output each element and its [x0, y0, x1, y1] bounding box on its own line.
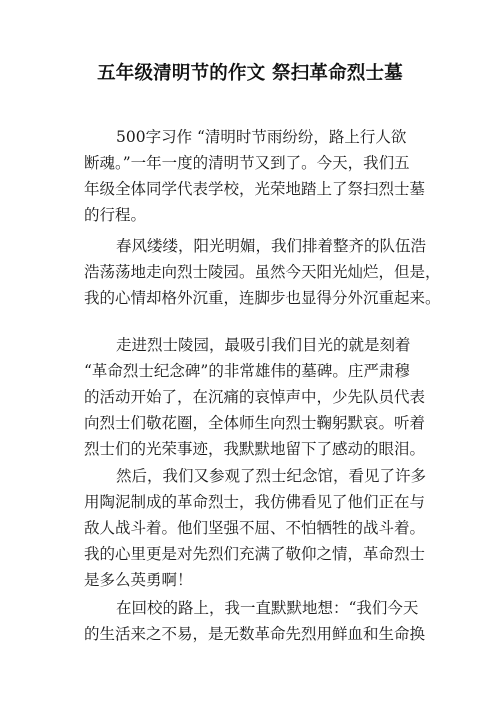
paragraph-line: 的活动开始了，在沉痛的哀悼声中，少先队员代表: [84, 388, 426, 406]
paragraph-line: 向烈士们敬花圈，全体师生向烈士鞠躬默哀。听着: [84, 414, 426, 432]
page-title: 五年级清明节的作文 祭扫革命烈士墓: [97, 63, 403, 84]
paragraph-line: 我的心情却格外沉重，连脚步也显得分外沉重起来。: [84, 289, 441, 307]
paragraph-line: 浩荡荡地走向烈士陵园。虽然今天阳光灿烂，但是，: [84, 263, 441, 281]
paragraph-line: 是多么英勇啊！: [84, 571, 193, 589]
paragraph-line: 烈士们的光荣事迹，我默默地留下了感动的眼泪。: [84, 440, 426, 458]
paragraph-line: 春风缕缕，阳光明媚，我们排着整齐的队伍浩: [116, 237, 427, 255]
paragraph-line: 的行程。: [84, 206, 147, 224]
paragraph-line: 500字习作 “清明时节雨纷纷，路上行人欲: [116, 128, 407, 146]
paragraph-line: 断魂。”一年一度的清明节又到了。今天，我们五: [84, 154, 410, 172]
paragraph-line: 用陶泥制成的革命烈士，我仿佛看见了他们正在与: [84, 493, 426, 511]
paragraph-line: 的生活来之不易，是无数革命先烈用鲜血和生命换: [84, 625, 426, 643]
paragraph-line: 然后，我们又参观了烈士纪念馆，看见了许多: [116, 467, 427, 485]
paragraph-line: 年级全体同学代表学校，光荣地踏上了祭扫烈士墓: [84, 180, 426, 198]
paragraph-line: 在回校的路上，我一直默默地想：“我们今天: [116, 599, 419, 617]
paragraph-line: 我的心里更是对先烈们充满了敬仰之情，革命烈士: [84, 545, 426, 563]
paragraph-line: 敌人战斗着。他们坚强不屈、不怕牺牲的战斗着。: [84, 519, 426, 537]
paragraph-line: 走进烈士陵园，最吸引我们目光的就是刻着: [116, 336, 411, 354]
paragraph-line: “革命烈士纪念碑”的非常雄伟的墓碑。庄严肃穆: [84, 362, 410, 380]
